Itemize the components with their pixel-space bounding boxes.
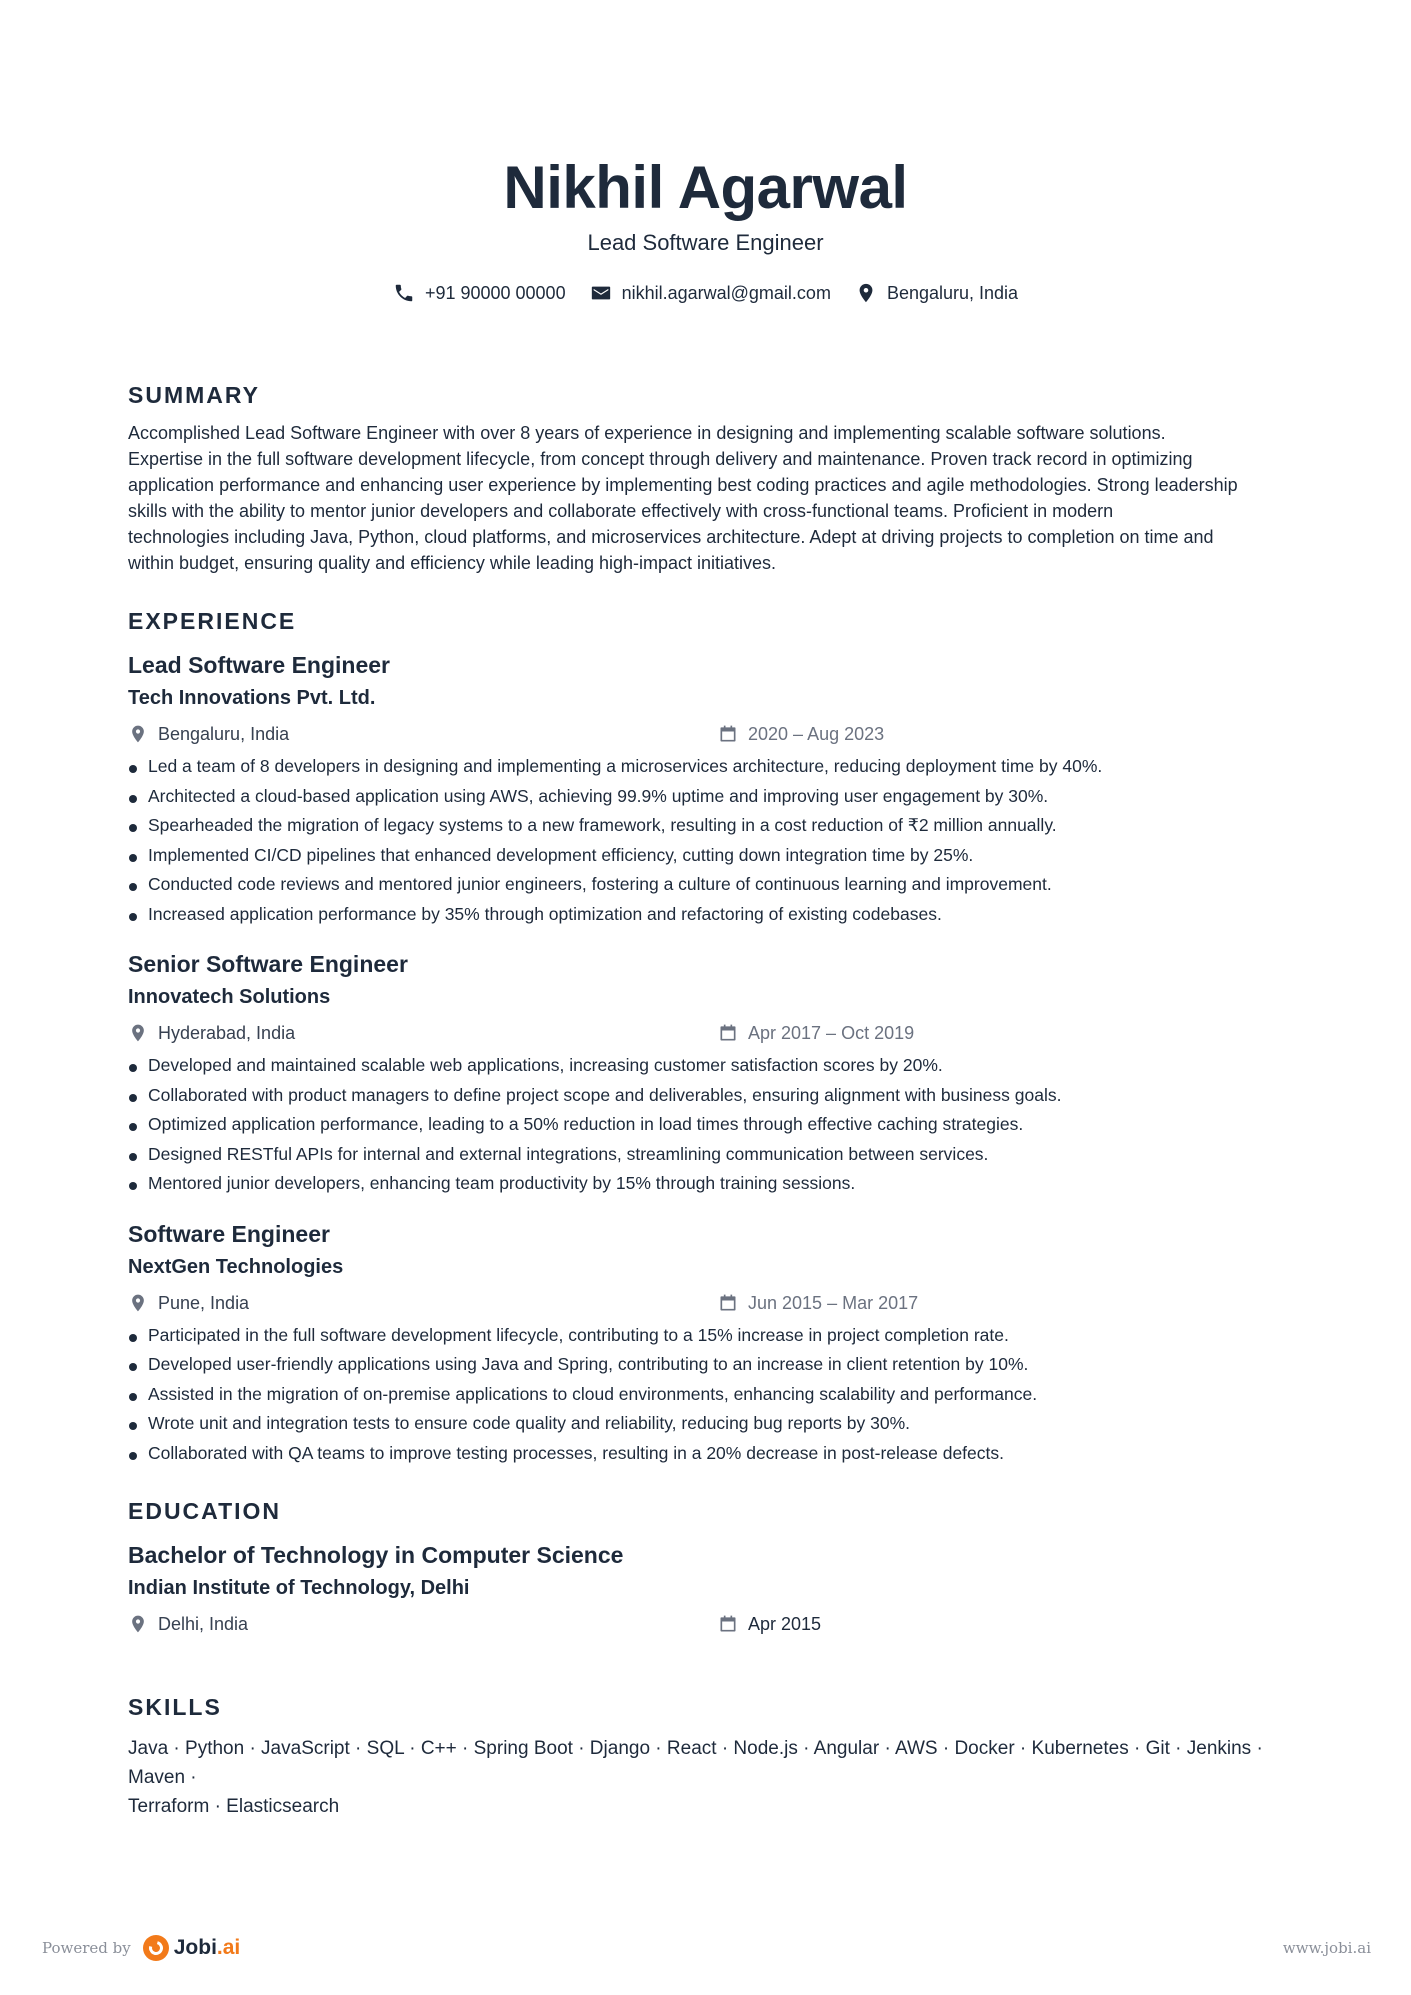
job-location [128,722,718,746]
job-meta [128,722,1288,746]
resume-header [0,150,1411,304]
skills-section [128,1692,1288,1821]
job-entry [128,949,1288,1199]
education-location-text: Delhi, India [158,1614,249,1634]
resume-content [128,380,1288,1821]
job-title: Software Engineer [128,1220,330,1247]
candidate-title: Lead Software Engineer [587,230,824,255]
job-bullet: Assisted in the migration of on-premise applications to cloud environments, enhancing scalability and performance. [128,1380,1288,1410]
job-bullet: Collaborated with product managers to define project scope and deliverables, ensuring alignment with business goals. [128,1081,1288,1111]
map-pin-icon [128,724,148,744]
section-heading-skills: SKILLS [128,1694,222,1720]
job-bullet: Spearheaded the migration of legacy systems to a new framework, resulting in a cost reduction of ₹2 million annually. [128,811,1288,841]
job-bullets [128,752,1288,929]
contact-email[interactable] [590,282,831,304]
job-meta [128,1021,1288,1045]
summary-text [128,420,1288,576]
brand-suffix: .ai [216,1936,241,1959]
job-location-text: Bengaluru, India [158,724,290,744]
envelope-icon [590,282,612,304]
job-entry [128,1219,1288,1469]
education-date-text: Apr 2015 [748,1614,822,1634]
job-entry [128,650,1288,929]
skills-line: Java · Python · JavaScript · SQL · C++ · Spring Boot · Django · React · Node.js · Angular · AWS · Docker · Kubernetes · Git · Jenkins · Maven · [128,1738,1263,1788]
website-link[interactable]: www.jobi.ai [1282,1939,1371,1957]
job-bullet: Increased application performance by 35% through optimization and refactoring of existing codebases. [128,900,1288,930]
job-bullet: Architected a cloud-based application using AWS, achieving 99.9% uptime and improving user engagement by 30%. [128,782,1288,812]
job-dates [718,722,884,746]
contact-location [855,282,1018,304]
job-bullet: Collaborated with QA teams to improve testing processes, resulting in a 20% decrease in post-release defects. [128,1439,1288,1469]
skills-list [128,1734,1288,1821]
job-bullet: Optimized application performance, leading to a 50% reduction in load times through effective caching strategies. [128,1110,1288,1140]
summary-line: Expertise in the full software development lifecycle, from concept through delivery and maintenance. Proven track record in optimizing [128,449,1193,469]
education-meta [128,1612,1288,1636]
section-heading-education: EDUCATION [128,1498,282,1524]
job-bullet: Developed user-friendly applications using Java and Spring, contributing to an increase in client retention by 10%. [128,1350,1288,1380]
experience-section [128,606,1288,1468]
job-meta [128,1291,1288,1315]
job-bullet: Developed and maintained scalable web applications, increasing customer satisfaction scores by 20%. [128,1051,1288,1081]
job-bullets [128,1321,1288,1469]
job-bullet: Mentored junior developers, enhancing team productivity by 15% through training sessions. [128,1169,1288,1199]
job-bullet: Designed RESTful APIs for internal and external integrations, streamlining communication between services. [128,1140,1288,1170]
job-location-text: Pune, India [158,1292,250,1313]
email-address: nikhil.agarwal@gmail.com [621,282,831,303]
job-location [128,1021,718,1045]
calendar-icon [718,724,738,744]
job-location [128,1291,718,1315]
job-bullet: Wrote unit and integration tests to ensure code quality and reliability, reducing bug reports by 30%. [128,1409,1288,1439]
page-footer [42,1935,1371,1961]
job-dates-text: Apr 2017 – Oct 2019 [748,1023,915,1043]
jobi-logo[interactable] [143,1935,241,1961]
phone-icon [393,282,415,304]
phone-number: +91 90000 00000 [424,282,566,303]
summary-line: application performance and enhancing user experience by implementing best coding practices and agile methodologies. Strong leadership [128,475,1238,495]
company-name: Tech Innovations Pvt. Ltd. [128,687,376,709]
section-heading-experience: EXPERIENCE [128,608,297,634]
summary-line: within budget, ensuring quality and efficiency while leading high-impact initiatives. [128,553,777,573]
section-heading-summary: SUMMARY [128,382,260,408]
job-bullet: Led a team of 8 developers in designing and implementing a microservices architecture, reducing deployment time by 40%. [128,752,1288,782]
brand-main: Jobi [173,1936,217,1959]
map-pin-icon [128,1293,148,1313]
degree-title: Bachelor of Technology in Computer Science [128,1542,624,1568]
map-pin-icon [855,282,877,304]
summary-section [128,380,1288,576]
education-section [128,1496,1288,1636]
summary-line: skills with the ability to mentor junior developers and collaborate effectively with cross-functional teams. Proficient in modern [128,501,1114,521]
contact-info [0,282,1411,304]
map-pin-icon [128,1023,148,1043]
calendar-icon [718,1293,738,1313]
powered-by [42,1935,240,1961]
jobi-logo-icon [143,1935,169,1961]
powered-by-label: Powered by [42,1939,131,1957]
calendar-icon [718,1614,738,1634]
company-name: Innovatech Solutions [128,986,331,1008]
skills-line: Terraform · Elasticsearch [128,1796,340,1817]
calendar-icon [718,1023,738,1043]
education-date [718,1612,821,1636]
job-title: Senior Software Engineer [128,951,408,977]
map-pin-icon [128,1614,148,1634]
job-title: Lead Software Engineer [128,652,391,678]
job-dates [718,1291,918,1315]
company-name: NextGen Technologies [128,1255,344,1278]
education-location [128,1612,718,1636]
education-entry [128,1540,1288,1636]
job-bullet: Conducted code reviews and mentored junior engineers, fostering a culture of continuous learning and improvement. [128,870,1288,900]
job-dates-text: Jun 2015 – Mar 2017 [748,1292,919,1313]
job-location-text: Hyderabad, India [158,1023,296,1043]
location-text: Bengaluru, India [886,282,1019,303]
school-name: Indian Institute of Technology, Delhi [128,1577,470,1599]
job-dates-text: 2020 – Aug 2023 [748,724,885,744]
job-bullet: Implemented CI/CD pipelines that enhanced development efficiency, cutting down integration time by 25%. [128,841,1288,871]
job-bullet: Participated in the full software development lifecycle, contributing to a 15% increase in project completion rate. [128,1321,1288,1351]
job-bullets [128,1051,1288,1199]
summary-line: technologies including Java, Python, cloud platforms, and microservices architecture. Adept at driving projects to completion on time and [128,527,1214,547]
candidate-name: Nikhil Agarwal [503,154,908,221]
job-dates [718,1021,914,1045]
summary-line: Accomplished Lead Software Engineer with over 8 years of experience in designing and implementing scalable software solutions. [128,423,1166,443]
contact-phone[interactable] [393,282,566,304]
